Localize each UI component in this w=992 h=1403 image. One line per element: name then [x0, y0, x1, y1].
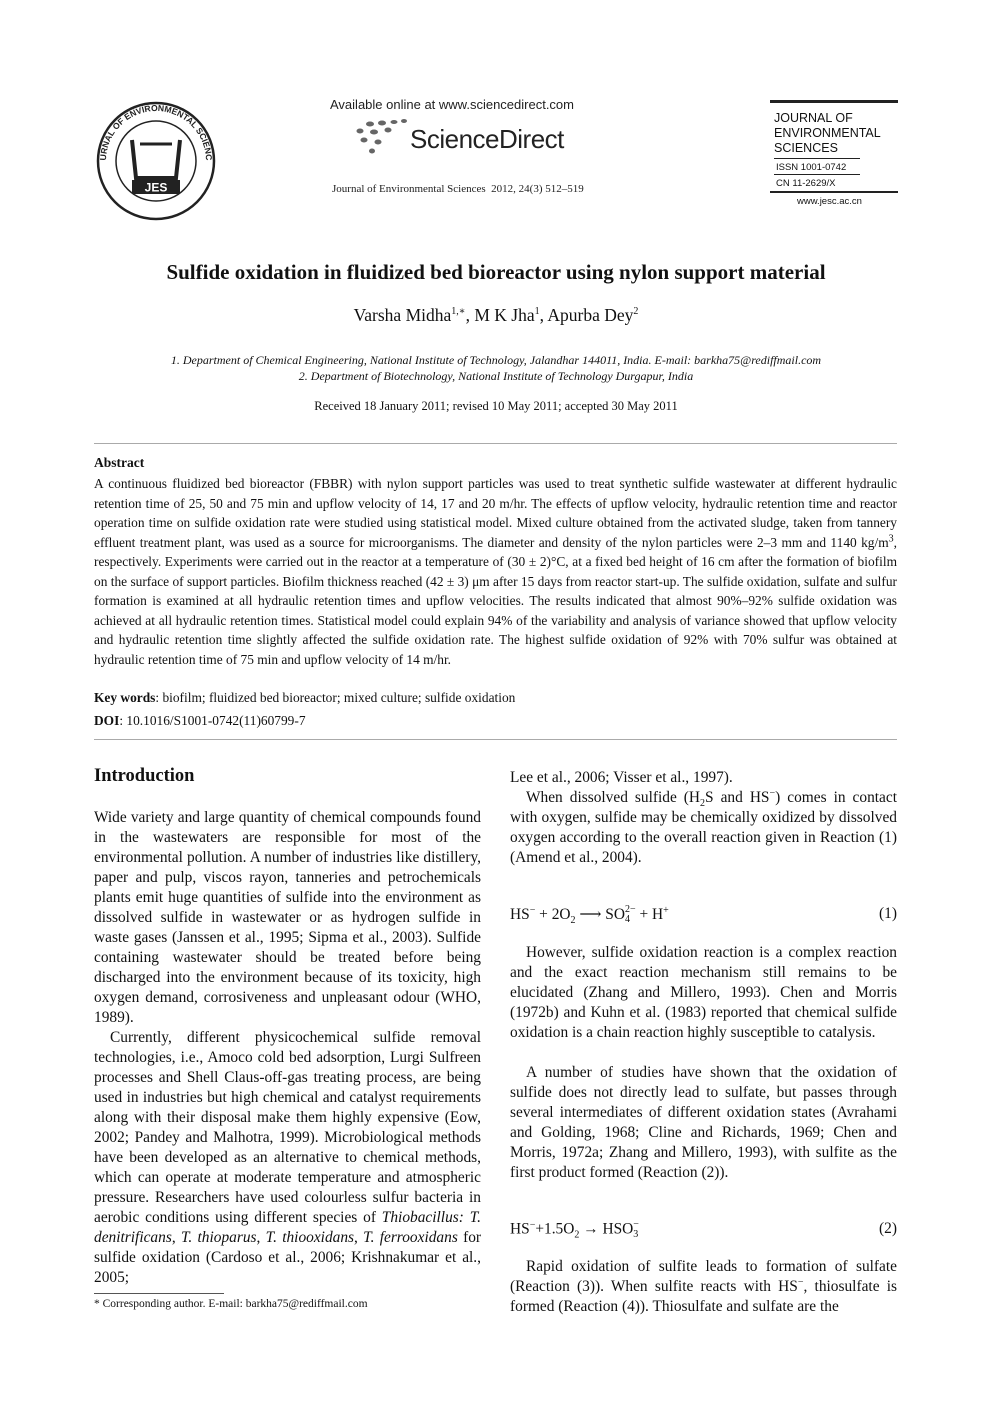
affiliation-2: 2. Department of Biotechnology, National Institute of Technology Durgapur, India	[298, 369, 694, 383]
keywords-value: : biofilm; fluidized bed bioreactor; mixed culture; sulfide oxidation	[155, 690, 516, 705]
journal-logo	[92, 100, 220, 222]
footnote-corresponding-author: * Corresponding author. E-mail: barkha75@rediffmail.com	[94, 1298, 368, 1310]
sciencedirect-logo	[352, 118, 592, 158]
divider-top	[94, 443, 897, 444]
author-name: Apurba Dey	[547, 305, 634, 325]
doi	[94, 713, 306, 729]
keywords-label: Key words	[94, 690, 156, 705]
equation-2-number: (2)	[879, 1220, 897, 1237]
author-name: Varsha Midha	[353, 305, 452, 325]
journal-seal-icon	[92, 100, 220, 222]
right-paragraph-4: Rapid oxidation of sulfite leads to formation of sulfate (Reaction (3)). When sulfite reacts with HS−, thiosulfate is formed (Reaction (4)). Thiosulfate and sulfate are the	[510, 1258, 897, 1315]
citation: Journal of Environmental Sciences 2012, 24(3) 512–519	[332, 183, 584, 195]
intro-paragraph-2: Currently, different physicochemical sulfide removal technologies, i.e., Amoco cold bed adsorption, Lurgi Sulfreen processes and Shell Claus-off-gas treating process, are being used in industries but high chemical and catalyst requirements along with their disposal make them highly expensive (Eow, 2002; Pandey and Malhotra, 1999). Microbiological methods have been developed as an alternative to chemical methods, which can operate at moderate temperature and atmospheric pressure. Researchers have used colourless sulfur bacteria in aerobic conditions using different species of Thiobacillus: T. denitrificans, T. thioparus, T. thiooxidans, T. ferrooxidans for sulfide oxidation (Cardoso et al., 2006; Krishnakumar et al., 2005;	[94, 1029, 482, 1286]
author-affil: 1	[534, 306, 540, 318]
right-paragraph-2: However, sulfide oxidation reaction is a complex reaction and the exact reaction mechanism still remains to be elucidated (Zhang and Millero, 1993). Chen and Morris (1972b) and Kuhn et al. (1983) reported that chemical sulfide oxidation is a chain reaction highly susceptible to catalysis.	[510, 944, 897, 1041]
author-affil: 2	[633, 306, 639, 318]
journal-box	[770, 100, 898, 210]
equation-1-number: (1)	[879, 905, 897, 922]
sciencedirect-dots-icon	[352, 118, 408, 158]
intro-paragraph-1: Wide variety and large quantity of chemical compounds found in the wastewaters are responsible for most of the environmental pollution. A number of industries like distillery, paper and pulp, viscos rayon, tanneries and petrochemicals plants emit huge quantities of sulfide into the environment as dissolved sulfide in wastewater or as hydrogen sulfide in waste gases (Janssen et al., 1995; Sipma et al., 2003). Sulfide containing wastewater should be treated before being discharged into the environment because of its toxicity, high oxygen demand, corrosiveness and unpleasant odour (WHO, 1989).	[94, 809, 481, 1026]
journal-name-2: ENVIRONMENTAL	[774, 126, 881, 140]
equation-2: $HS^-+1.5O_2$ → HSO − 3 (2)	[510, 1219, 897, 1241]
cn-number: CN 11-2629/X	[776, 178, 836, 189]
svg-text:JES: JES	[144, 180, 168, 195]
author-affil: 1,∗	[451, 306, 466, 318]
journal-name-1: JOURNAL OF	[774, 111, 853, 125]
right-paragraph-1: When dissolved sulfide ($H_2S$ and HS−) comes in contact with oxygen, sulfide may be chemically oxidized by dissolved oxygen according to the overall reaction given in Reaction (1) (Amend et al., 2004).	[510, 787, 897, 866]
keywords	[94, 690, 515, 706]
issn: ISSN 1001-0742	[776, 162, 847, 173]
abstract-heading: Abstract	[94, 455, 145, 470]
author-list: Varsha Midha$^{1,∗}$, M K Jha$^1$, Apurba Dey$^2$	[353, 305, 639, 325]
article-dates: Received 18 January 2011; revised 10 May 2011; accepted 30 May 2011	[314, 399, 678, 413]
doi-label: DOI	[94, 713, 120, 728]
journal-website[interactable]: www.jesc.ac.cn	[797, 196, 862, 207]
svg-text:JOURNAL OF ENVIRONMENTAL SCIEN: URNAL OF ENVIRONMENTAL SCIENC	[97, 102, 215, 161]
abstract-text: A continuous fluidized bed bioreactor (FBBR) with nylon support particles was used to treat synthetic sulfide wastewater at different hydraulic retention time of 25, 50 and 75 min and upflow velocity of 14, 17 and 20 m/hr. The effects of upflow velocity, hydraulic retention time and reactor operation time on sulfide oxidation rate were studied using statistical model. Mixed culture obtained from the activated sludge, taken from tannery effluent treatment plant, was used as a source for microorganisms. The diameter and density of the nylon particles were 2–3 mm and 1140 $kg/m^3$, respectively. Experiments were carried out in the reactor at a temperature of (30 ± 2)°C, at a fixed bed height of 16 cm after the formation of biofilm on the surface of support particles. Biofilm thickness reached (42 ± 3) μm after 15 days from reactor start-up. The sulfide oxidation, sulfate and sulfur formation is examined at all hydraulic retention times and upflow velocities. The results indicated that almost 90%–92% sulfide oxidation was achieved at all hydraulic retention times. Statistical model could explain 94% of the variability and analysis of variance showed that upflow velocity and hydraulic retention time slightly affected the sulfide oxidation rate. The highest sulfide oxidation of 92% with 70% sulfur was obtained at hydraulic retention time of 75 min and upflow velocity of 14 m/hr.	[94, 476, 897, 667]
doi-value[interactable]: : 10.1016/S1001-0742(11)60799-7	[119, 713, 306, 728]
sciencedirect-brand: ScienceDirect	[410, 124, 564, 154]
author-name: M K Jha	[474, 305, 535, 325]
divider-abstract	[94, 739, 897, 740]
available-online: Available online at www.sciencedirect.com	[330, 97, 574, 112]
article-title: Sulfide oxidation in fluidized bed bioreactor using nylon support material	[166, 260, 826, 284]
right-continuation: Lee et al., 2006; Visser et al., 1997).	[510, 769, 733, 786]
section-heading-introduction: Introduction	[94, 766, 195, 786]
equation-1: $HS^- + 2O_2$ ⟶ SO 2− 4 + H+ (1)	[510, 904, 897, 927]
affiliation-1: 1. Department of Chemical Engineering, National Institute of Technology, Jalandhar 144011, India. E-mail: barkha75@rediffmail.com	[170, 353, 822, 367]
right-paragraph-3: A number of studies have shown that the oxidation of sulfide does not directly lead to sulfate, but passes through several intermediates of different oxidation states (Avrahami and Golding, 1968; Cline and Richards, 1969; Chen and Morris, 1972a; Zhang and Millero, 1993), with sulfite as the first product formed (Reaction (2)).	[510, 1064, 897, 1181]
footnote-rule	[94, 1293, 224, 1294]
journal-name-3: SCIENCES	[774, 141, 838, 155]
